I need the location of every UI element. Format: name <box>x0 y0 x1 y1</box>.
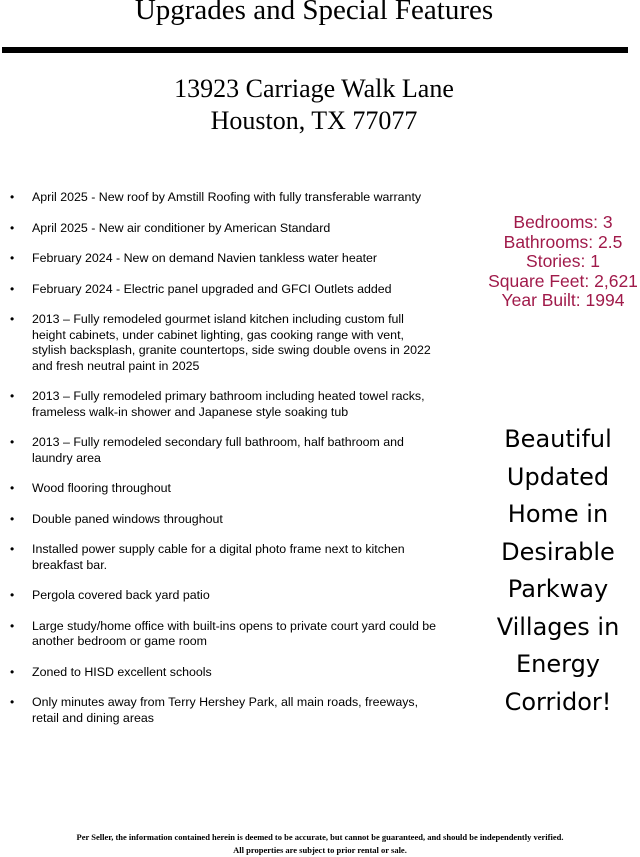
feature-item <box>8 435 438 466</box>
feature-text: Only minutes away from Terry Hershey Park, all main roads, freeways, retail and dining areas <box>32 695 419 725</box>
feature-text: Installed power supply cable for a digital photo frame next to kitchen breakfast bar. <box>32 542 405 572</box>
feature-text: 2013 – Fully remodeled primary bathroom including heated towel racks, frameless walk-in shower and Japanese style soaking tub <box>32 389 425 419</box>
feature-item <box>8 512 438 528</box>
bullet-icon: • <box>10 511 15 526</box>
bullet-icon: • <box>10 190 15 204</box>
features-list <box>8 190 438 741</box>
feature-item <box>8 695 438 726</box>
bullet-icon: • <box>10 695 15 709</box>
property-address <box>0 73 628 137</box>
disclaimer-line: Per Seller, the information contained herein is deemed to be accurate, but cannot be guaranteed, and should be independently verified. <box>76 832 564 842</box>
tagline-line: Villages in <box>496 612 620 641</box>
title-divider <box>2 47 628 53</box>
feature-item <box>8 542 438 573</box>
feature-text: Large study/home office with built-ins opens to private court yard could be another bedroom or game room <box>32 618 437 648</box>
bullet-icon: • <box>10 664 15 679</box>
feature-text: April 2025 - New air conditioner by American Standard <box>32 220 331 235</box>
feature-item <box>8 619 438 650</box>
feature-item <box>8 389 438 420</box>
feature-text: February 2024 - Electric panel upgraded and GFCI Outlets added <box>32 281 392 296</box>
disclaimer-line: All properties are subject to prior rental or sale. <box>233 845 407 855</box>
feature-item <box>8 481 438 497</box>
feature-text: Zoned to HISD excellent schools <box>32 664 212 679</box>
tagline-line: Beautiful <box>504 425 612 453</box>
bullet-icon: • <box>10 435 15 449</box>
bullet-icon: • <box>10 220 15 235</box>
address-street: 13923 Carriage Walk Lane <box>174 74 454 103</box>
tagline-line: Home in <box>507 500 609 528</box>
tagline-line: Parkway <box>507 575 609 603</box>
stat-bathrooms: Bathrooms: 2.5 <box>503 231 623 252</box>
tagline-line: Updated <box>506 462 610 491</box>
page-title: Upgrades and Special Features <box>134 0 494 26</box>
tagline-line: Desirable <box>501 537 615 566</box>
feature-item <box>8 588 438 604</box>
stat-square-feet: Square Feet: 2,621 <box>488 270 638 291</box>
address-city: Houston, TX 77077 <box>210 106 418 135</box>
tagline <box>478 421 638 721</box>
feature-text: April 2025 - New roof by Amstill Roofing with fully transferable warranty <box>32 190 422 204</box>
bullet-icon: • <box>10 618 15 633</box>
stat-bedrooms: Bedrooms: 3 <box>513 212 613 232</box>
feature-item <box>8 221 438 237</box>
bullet-icon: • <box>10 251 15 265</box>
feature-text: Pergola covered back yard patio <box>32 588 210 602</box>
tagline-line: Corridor! <box>504 687 612 716</box>
stat-year-built: Year Built: 1994 <box>501 290 625 310</box>
bullet-icon: • <box>10 588 15 602</box>
feature-text: Wood flooring throughout <box>32 481 171 495</box>
feature-item <box>8 251 438 267</box>
bullet-icon: • <box>10 481 15 495</box>
bullet-icon: • <box>10 312 15 326</box>
tagline-line: Energy <box>515 650 601 678</box>
feature-text: Double paned windows throughout <box>32 511 223 526</box>
property-stats <box>470 213 640 311</box>
feature-item <box>8 190 438 206</box>
disclaimer <box>0 831 640 857</box>
bullet-icon: • <box>10 281 15 296</box>
feature-text: 2013 – Fully remodeled secondary full bathroom, half bathroom and laundry area <box>32 435 404 465</box>
bullet-icon: • <box>10 389 15 403</box>
feature-item <box>8 312 438 374</box>
feature-item <box>8 282 438 298</box>
bullet-icon: • <box>10 542 15 556</box>
feature-item <box>8 665 438 681</box>
stat-stories: Stories: 1 <box>526 251 600 271</box>
feature-text: February 2024 - New on demand Navien tankless water heater <box>32 251 378 265</box>
feature-text: 2013 – Fully remodeled gourmet island kitchen including custom full height cabinets, under cabinet lighting, gas cooking range with vent, stylish backsplash, granite countertops, side swing double ovens in 2022 and fresh neutral paint in 2025 <box>32 312 431 373</box>
